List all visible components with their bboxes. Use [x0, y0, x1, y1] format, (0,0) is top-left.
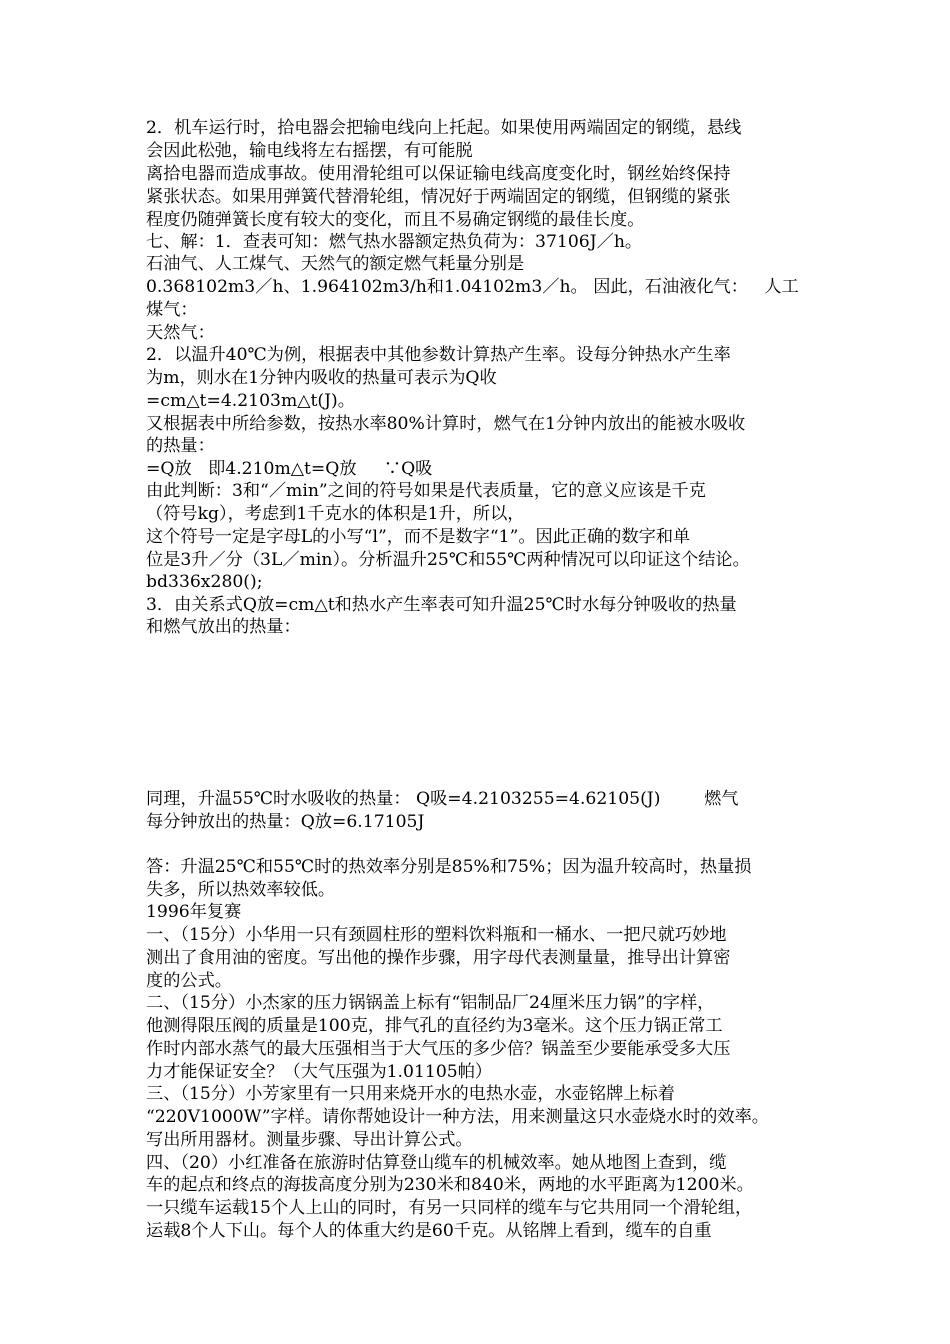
section-heading: 1996年复赛 [146, 902, 242, 922]
text-line: 2．机车运行时，拾电器会把输电线向上托起。如果使用两端固定的钢缆，悬线 [146, 118, 742, 138]
text-line: “220V1000W”字样。请你帮她设计一种方法，用来测量这只水壶烧水时的效率。 [146, 1107, 769, 1127]
text-line: 离拾电器而造成事故。使用滑轮组可以保证输电线高度变化时，钢丝始终保持 [146, 164, 731, 184]
text-line: 石油气、人工煤气、天然气的额定燃气耗量分别是 [146, 254, 525, 274]
text-line: 作时内部水蒸气的最大压强相当于大气压的多少倍？锅盖至少要能承受多大压 [146, 1039, 731, 1059]
text-line: 天然气： [146, 323, 215, 343]
text-line: 同理，升温55℃时水吸收的热量： Q吸=4.2103255=4.62105(J) 燃气 [146, 789, 739, 809]
text-line: 测出了食用油的密度。写出他的操作步骤，用字母代表测量量，推导出计算密 [146, 948, 731, 968]
text-line: 为m，则水在1分钟内吸收的热量可表示为Q收 [146, 368, 497, 388]
text-line: 程度仍随弹簧长度有较大的变化，而且不易确定钢缆的最佳长度。 [146, 210, 645, 230]
text-line: 失多，所以热效率较低。 [146, 880, 336, 900]
text-line: 煤气： [146, 300, 198, 320]
text-line: 一、（15分）小华用一只有颈圆柱形的塑料饮料瓶和一桶水、一把尺就巧妙地 [146, 925, 727, 945]
text-line: 位是3升／分（3L／min）。分析温升25℃和55℃两种情况可以印证这个结论。 [146, 550, 750, 570]
text-line: 运载8个人下山。每个人的体重大约是60千克。从铭牌上看到，缆车的自重 [146, 1221, 712, 1241]
text-line: 会因此松弛，输电线将左右摇摆，有可能脱 [146, 141, 473, 161]
text-line: 力才能保证安全？（大气压强为1.01105帕） [146, 1062, 493, 1082]
text-line: （符号kg），考虑到1千克水的体积是1升，所以， [146, 504, 525, 524]
text-line: 这个符号一定是字母L的小写“l”，而不是数字“1”。因此正确的数字和单 [146, 527, 691, 547]
text-line: 又根据表中所给参数，按热水率80%计算时，燃气在1分钟内放出的能被水吸收 [146, 414, 746, 434]
text-line: 2．以温升40℃为例，根据表中其他参数计算热产生率。设每分钟热水产生率 [146, 345, 731, 365]
text-line: 写出所用器材。测量步骤、导出计算公式。 [146, 1130, 473, 1150]
text-line: 他测得限压阀的质量是100克，排气孔的直径约为3毫米。这个压力锅正常工 [146, 1016, 723, 1036]
text-line: 由此判断：3和“／min”之间的符号如果是代表质量，它的意义应该是千克 [146, 481, 706, 501]
text-line: 度的公式。 [146, 971, 232, 991]
text-line: 的热量： [146, 436, 215, 456]
text-line: 答：升温25℃和55℃时的热效率分别是85%和75%；因为温升较高时，热量损 [146, 857, 752, 877]
text-line: 和燃气放出的热量： [146, 617, 301, 637]
text-line: bd336x280(); [146, 572, 263, 592]
text-line: 每分钟放出的热量：Q放=6.17105J [146, 812, 425, 832]
text-line: 一只缆车运载15个人上山的同时，有另一只同样的缆车与它共用同一个滑轮组， [146, 1198, 753, 1218]
text-line: 3．由关系式Q放=cm△t和热水产生率表可知升温25℃时水每分钟吸收的热量 [146, 595, 737, 615]
text-line: =cm△t=4.2103m△t(J)。 [146, 391, 355, 411]
text-line: 二、（15分）小杰家的压力锅锅盖上标有“铝制品厂24厘米压力锅”的字样， [146, 993, 715, 1013]
text-line: 七、解：1．查表可知：燃气热水器额定热负荷为：37106J／h。 [146, 232, 643, 252]
text-line: 紧张状态。如果用弹簧代替滑轮组，情况好于两端固定的钢缆，但钢缆的紧张 [146, 187, 731, 207]
text-line: 四、（20）小红准备在旅游时估算登山缆车的机械效率。她从地图上查到，缆 [146, 1153, 727, 1173]
text-line: 三、（15分）小芳家里有一只用来烧开水的电热水壶，水壶铭牌上标着 [146, 1084, 675, 1104]
text-line: =Q放 即4.210m△t=Q放 ∵Q吸 [146, 459, 433, 479]
text-line: 车的起点和终点的海拔高度分别为230米和840米，两地的水平距离为1200米。 [146, 1175, 754, 1195]
text-line: 0.368102m3／h、1.964102m3/h和1.04102m3／h。 因此，石油液化气： 人工 [146, 277, 799, 297]
